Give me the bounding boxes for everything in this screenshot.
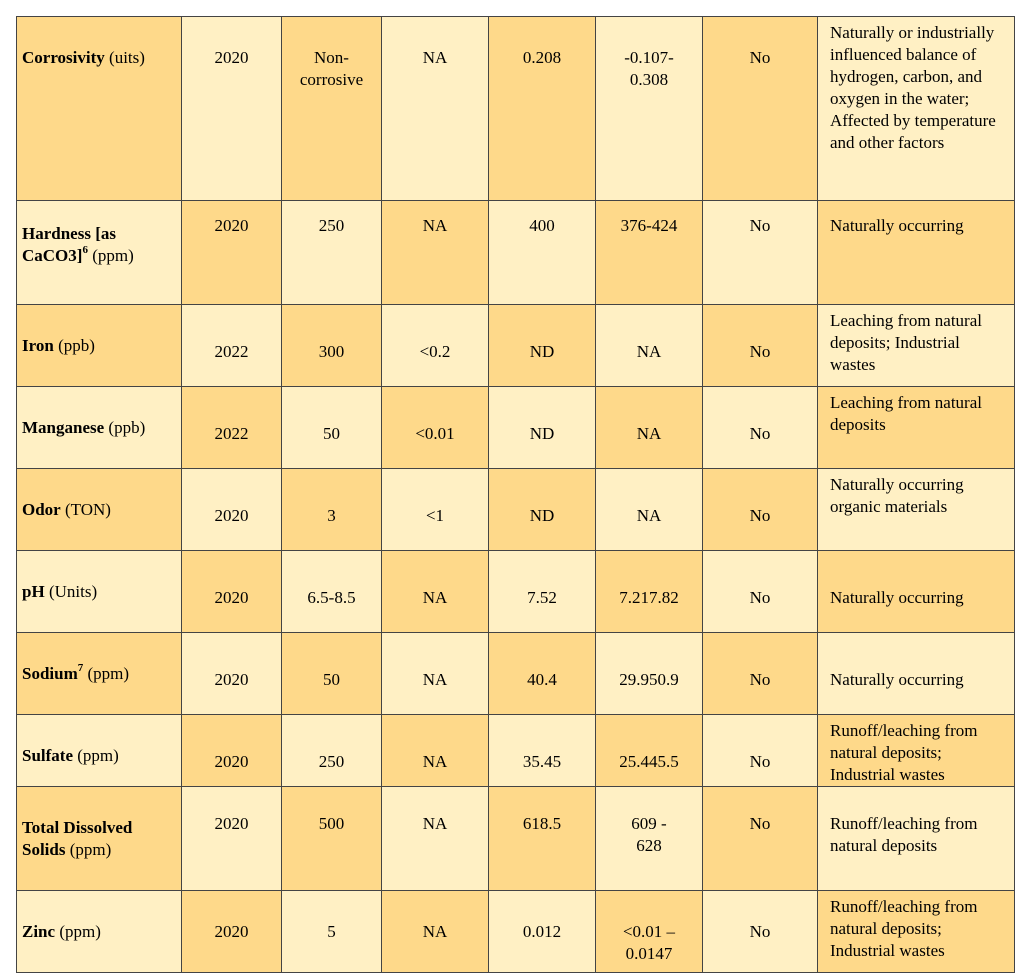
table-row xyxy=(17,715,1015,787)
cell-violation xyxy=(703,787,818,891)
analyte-unit: (ppm) xyxy=(87,664,130,683)
value-level: ND xyxy=(529,506,555,525)
analyte-unit: (Units) xyxy=(48,582,98,601)
cell-year xyxy=(182,633,282,715)
cell-mcl xyxy=(282,17,382,201)
analyte-unit: (ppb) xyxy=(108,418,146,437)
value-mcl: 5 xyxy=(327,922,336,941)
cell-mcl xyxy=(282,551,382,633)
table-row xyxy=(17,551,1015,633)
cell-phg xyxy=(382,551,489,633)
analyte-name: pH xyxy=(22,582,45,601)
value-mcl: 3 xyxy=(327,506,336,525)
value-range: 7.217.82 xyxy=(619,588,679,607)
analyte-unit: (ppm) xyxy=(59,922,101,941)
cell-violation xyxy=(703,387,818,469)
cell-range xyxy=(596,17,703,201)
value-level: 35.45 xyxy=(522,752,562,771)
cell-level xyxy=(489,305,596,387)
table-body xyxy=(17,17,1015,973)
value-source: Naturally occurring xyxy=(830,216,964,235)
table-row xyxy=(17,787,1015,891)
cell-violation xyxy=(703,715,818,787)
value-phg: NA xyxy=(422,216,448,235)
cell-name xyxy=(17,17,182,201)
cell-mcl xyxy=(282,891,382,973)
analyte-name: Zinc xyxy=(22,922,56,941)
analyte-unit: (ppm) xyxy=(69,840,112,859)
value-violation: No xyxy=(749,506,771,525)
value-mcl: 250 xyxy=(318,752,345,771)
cell-level xyxy=(489,201,596,305)
value-year: 2020 xyxy=(214,48,249,67)
value-year: 2022 xyxy=(214,342,249,361)
value-range: 376-424 xyxy=(620,216,678,235)
value-level: 0.012 xyxy=(522,922,562,941)
value-violation: No xyxy=(749,814,771,833)
value-phg: <1 xyxy=(425,506,445,525)
value-violation: No xyxy=(749,48,771,67)
cell-level xyxy=(489,633,596,715)
analyte-name: Sodium xyxy=(22,664,78,683)
cell-violation xyxy=(703,201,818,305)
value-violation: No xyxy=(749,670,771,689)
value-phg: NA xyxy=(422,670,448,689)
footnote-marker: 6 xyxy=(82,244,88,257)
value-source: Leaching from natural deposits; Industrial wastes xyxy=(830,311,982,374)
cell-mcl xyxy=(282,201,382,305)
table-row xyxy=(17,387,1015,469)
cell-phg xyxy=(382,17,489,201)
cell-source xyxy=(818,305,1015,387)
cell-source xyxy=(818,387,1015,469)
analyte-unit: (uits) xyxy=(109,48,145,67)
cell-phg xyxy=(382,201,489,305)
cell-name xyxy=(17,469,182,551)
analyte-name: Iron xyxy=(22,336,54,355)
cell-violation xyxy=(703,551,818,633)
cell-name xyxy=(17,633,182,715)
cell-source xyxy=(818,633,1015,715)
value-source: Naturally or industrially influenced balance of hydrogen, carbon, and oxygen in the water; Affected by temperature and other factors xyxy=(830,23,996,152)
cell-year xyxy=(182,387,282,469)
value-source: Runoff/leaching from natural deposits xyxy=(830,814,978,855)
cell-year xyxy=(182,551,282,633)
cell-name xyxy=(17,787,182,891)
cell-mcl xyxy=(282,387,382,469)
cell-level xyxy=(489,715,596,787)
cell-name xyxy=(17,201,182,305)
cell-phg xyxy=(382,633,489,715)
value-range: NA xyxy=(636,342,662,361)
cell-phg xyxy=(382,387,489,469)
value-source: Leaching from natural deposits xyxy=(830,393,982,434)
analyte-name: Manganese xyxy=(22,418,105,437)
analyte-name: Hardness [as CaCO3] xyxy=(22,224,116,265)
value-source: Naturally occurring organic materials xyxy=(830,475,964,516)
value-year: 2020 xyxy=(214,506,249,525)
value-range: 25.445.5 xyxy=(619,752,679,771)
value-phg: NA xyxy=(422,48,448,67)
analyte-unit: (ppm) xyxy=(92,246,134,265)
table-row xyxy=(17,201,1015,305)
table-row xyxy=(17,17,1015,201)
cell-level xyxy=(489,469,596,551)
value-source: Naturally occurring xyxy=(830,670,964,689)
water-quality-table xyxy=(16,16,1015,973)
analyte-unit: (TON) xyxy=(64,500,111,519)
cell-name xyxy=(17,891,182,973)
cell-mcl xyxy=(282,633,382,715)
value-range: NA xyxy=(636,424,662,443)
cell-name xyxy=(17,715,182,787)
value-level: 618.5 xyxy=(522,814,562,833)
cell-source xyxy=(818,787,1015,891)
value-phg: NA xyxy=(422,814,448,833)
cell-phg xyxy=(382,469,489,551)
value-range: <0.01 – 0.0147 xyxy=(622,922,676,963)
cell-range xyxy=(596,305,703,387)
value-phg: NA xyxy=(422,588,448,607)
cell-mcl xyxy=(282,305,382,387)
cell-violation xyxy=(703,305,818,387)
value-range: -0.107- 0.308 xyxy=(624,48,674,89)
value-phg: NA xyxy=(422,752,448,771)
cell-source xyxy=(818,891,1015,973)
value-mcl: 250 xyxy=(318,216,345,235)
value-range: NA xyxy=(636,506,662,525)
cell-source xyxy=(818,201,1015,305)
cell-year xyxy=(182,201,282,305)
analyte-name: Odor xyxy=(22,500,61,519)
value-year: 2022 xyxy=(214,424,249,443)
cell-phg xyxy=(382,305,489,387)
cell-name xyxy=(17,305,182,387)
table-row xyxy=(17,891,1015,973)
cell-mcl xyxy=(282,715,382,787)
cell-level xyxy=(489,787,596,891)
value-mcl: 500 xyxy=(318,814,345,833)
cell-name xyxy=(17,551,182,633)
value-year: 2020 xyxy=(214,670,249,689)
cell-range xyxy=(596,787,703,891)
value-violation: No xyxy=(749,216,771,235)
table-row xyxy=(17,305,1015,387)
value-violation: No xyxy=(749,342,771,361)
analyte-name: Sulfate xyxy=(22,746,73,765)
cell-source xyxy=(818,469,1015,551)
cell-year xyxy=(182,469,282,551)
table-row xyxy=(17,633,1015,715)
cell-name xyxy=(17,387,182,469)
cell-violation xyxy=(703,17,818,201)
cell-level xyxy=(489,387,596,469)
cell-level xyxy=(489,891,596,973)
table-row xyxy=(17,469,1015,551)
value-year: 2020 xyxy=(214,216,249,235)
cell-phg xyxy=(382,891,489,973)
cell-range xyxy=(596,551,703,633)
value-year: 2020 xyxy=(214,922,249,941)
value-violation: No xyxy=(749,424,771,443)
cell-violation xyxy=(703,891,818,973)
cell-source xyxy=(818,715,1015,787)
analyte-unit: (ppb) xyxy=(58,336,95,355)
cell-source xyxy=(818,551,1015,633)
cell-source xyxy=(818,17,1015,201)
analyte-name: Corrosivity xyxy=(22,48,105,67)
value-level: 40.4 xyxy=(527,670,557,689)
value-violation: No xyxy=(749,588,771,607)
value-year: 2020 xyxy=(214,588,249,607)
cell-level xyxy=(489,17,596,201)
value-mcl: 50 xyxy=(323,424,340,443)
cell-year xyxy=(182,715,282,787)
cell-mcl xyxy=(282,469,382,551)
value-level: ND xyxy=(529,424,555,443)
value-source: Naturally occurring xyxy=(830,588,964,607)
cell-range xyxy=(596,715,703,787)
value-level: ND xyxy=(529,342,555,361)
value-mcl: Non- corrosive xyxy=(299,48,364,89)
analyte-name: Total Dissolved Solids xyxy=(22,818,133,859)
cell-year xyxy=(182,17,282,201)
cell-phg xyxy=(382,715,489,787)
cell-level xyxy=(489,551,596,633)
value-violation: No xyxy=(749,752,771,771)
cell-range xyxy=(596,891,703,973)
cell-mcl xyxy=(282,787,382,891)
value-violation: No xyxy=(749,922,771,941)
value-mcl: 300 xyxy=(318,342,345,361)
cell-violation xyxy=(703,633,818,715)
value-phg: <0.01 xyxy=(415,424,455,443)
value-source: Runoff/leaching from natural deposits; Industrial wastes xyxy=(830,721,978,784)
cell-range xyxy=(596,201,703,305)
value-phg: NA xyxy=(422,922,448,941)
value-phg: <0.2 xyxy=(419,342,451,361)
analyte-unit: (ppm) xyxy=(77,746,119,765)
value-level: 400 xyxy=(529,216,555,235)
cell-phg xyxy=(382,787,489,891)
cell-year xyxy=(182,891,282,973)
value-source: Runoff/leaching from natural deposits; Industrial wastes xyxy=(830,897,978,960)
value-range: 29.950.9 xyxy=(619,670,679,689)
value-level: 0.208 xyxy=(522,48,562,67)
value-mcl: 50 xyxy=(323,670,340,689)
value-year: 2020 xyxy=(214,814,249,833)
cell-range xyxy=(596,469,703,551)
footnote-marker: 7 xyxy=(77,662,84,675)
value-level: 7.52 xyxy=(527,588,557,607)
cell-violation xyxy=(703,469,818,551)
cell-year xyxy=(182,787,282,891)
value-mcl: 6.5-8.5 xyxy=(307,588,356,607)
cell-range xyxy=(596,633,703,715)
cell-range xyxy=(596,387,703,469)
cell-year xyxy=(182,305,282,387)
value-year: 2020 xyxy=(214,752,249,771)
value-range: 609 - 628 xyxy=(631,814,667,855)
